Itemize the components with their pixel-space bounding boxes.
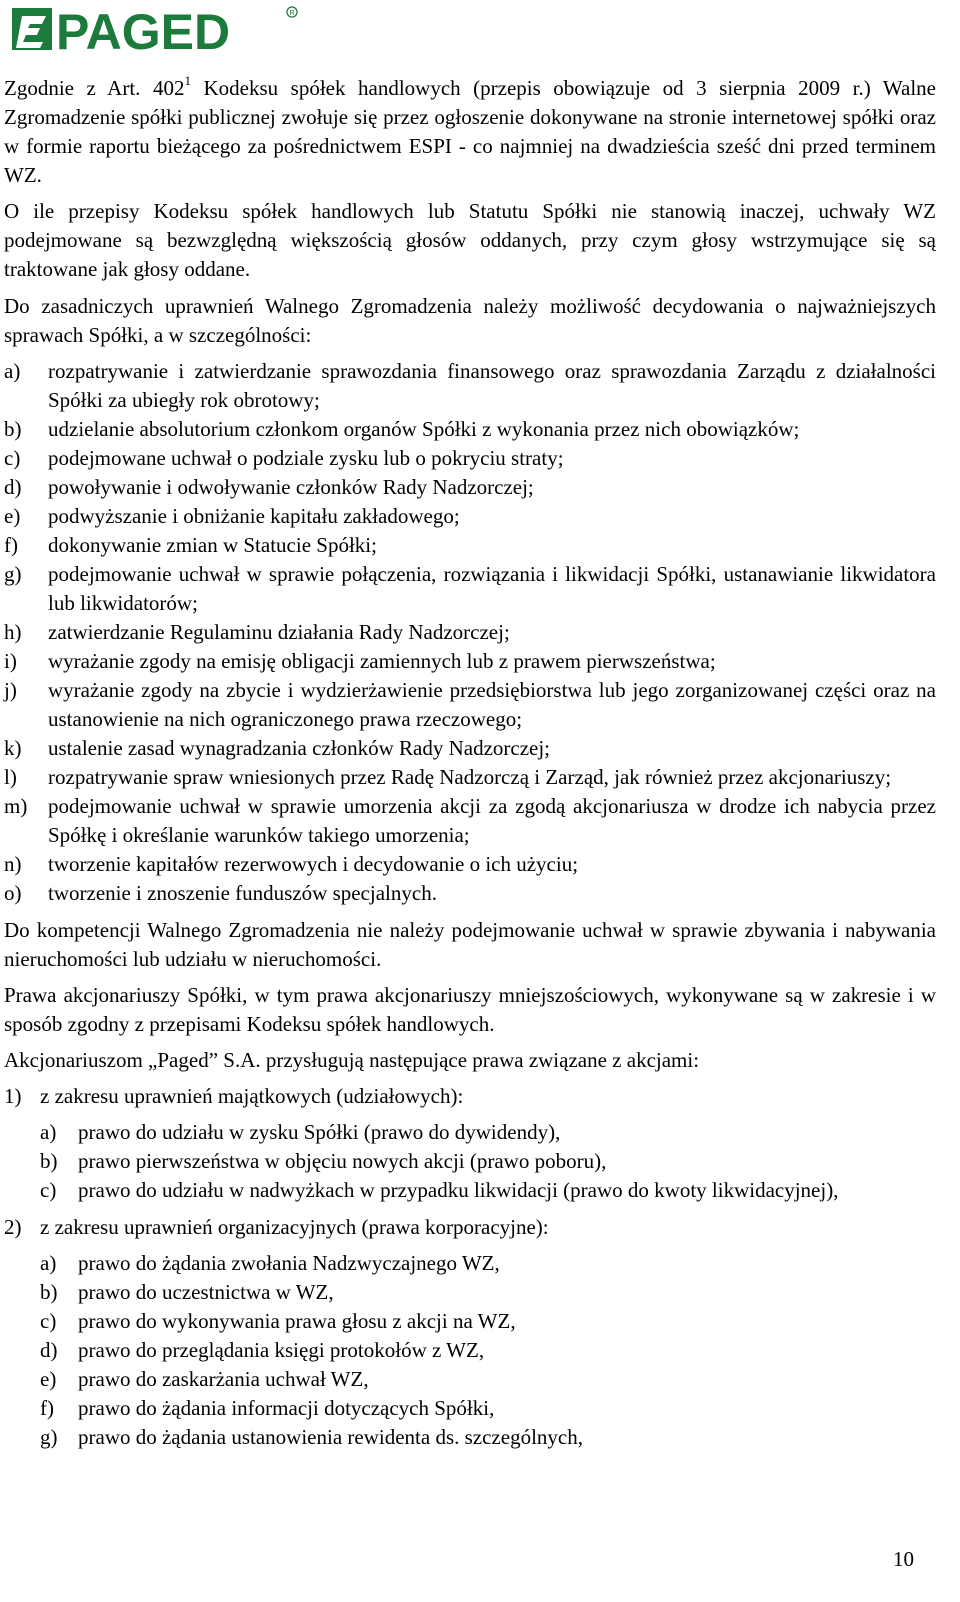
list-marker: g)	[40, 1425, 58, 1449]
list-item-text: udzielanie absolutorium członkom organów Spółki z wykonania przez nich obowiązków;	[48, 417, 800, 441]
list-item-text: tworzenie kapitałów rezerwowych i decydowanie o ich użyciu;	[48, 852, 579, 876]
list-item	[40, 1336, 936, 1365]
list-item-text: rozpatrywanie i zatwierdzanie sprawozdania finansowego oraz sprawozdania Zarządu z działalności Spółki za ubiegły rok obrotowy;	[48, 359, 936, 412]
list-item	[40, 1307, 936, 1336]
list-item-text: podejmowanie uchwał w sprawie połączenia, rozwiązania i likwidacji Spółki, ustanawianie likwidatora lub likwidatorów;	[48, 562, 936, 615]
list-item	[4, 357, 936, 415]
list-item-text: prawo do udziału w nadwyżkach w przypadku likwidacji (prawo do kwoty likwidacyjnej),	[78, 1178, 839, 1202]
rights-group-heading	[4, 1213, 936, 1242]
list-marker: a)	[40, 1120, 57, 1144]
list-item	[4, 647, 936, 676]
list-item	[4, 792, 936, 850]
list-marker: j)	[4, 678, 17, 702]
list-item-text: rozpatrywanie spraw wniesionych przez Radę Nadzorczą i Zarząd, jak również przez akcjonariuszy;	[48, 765, 892, 789]
list-item-text: prawo pierwszeństwa w objęciu nowych akcji (prawo poboru),	[78, 1149, 607, 1173]
list-marker: c)	[4, 446, 21, 470]
rights-intro-paragraph: Akcjonariuszom „Paged” S.A. przysługują następujące prawa związane z akcjami:	[4, 1048, 700, 1072]
list-marker: i)	[4, 649, 17, 673]
list-item-text: prawo do udziału w zysku Spółki (prawo do dywidendy),	[78, 1120, 561, 1144]
list-item-text: prawo do żądania zwołania Nadzwyczajnego WZ,	[78, 1251, 500, 1275]
list-marker: h)	[4, 620, 22, 644]
list-marker: k)	[4, 736, 22, 760]
list-item	[40, 1249, 936, 1278]
list-item	[4, 531, 936, 560]
list-marker: n)	[4, 852, 22, 876]
list-item-text: prawo do uczestnictwa w WZ,	[78, 1280, 334, 1304]
majority-paragraph: O ile przepisy Kodeksu spółek handlowych lub Statutu Spółki nie stanowią inaczej, uchwały WZ podejmowane są bezwzględną większością głosów oddanych, przy czym głosy wstrzymujące się są traktowane jak głosy oddane.	[4, 199, 936, 281]
list-marker: c)	[40, 1309, 57, 1333]
list-item-text: tworzenie i znoszenie funduszów specjalnych.	[48, 881, 437, 905]
list-item-text: wyrażanie zgody na zbycie i wydzierżawienie przedsiębiorstwa lub jego zorganizowanej części oraz na ustanowienie na nich ograniczonego prawa rzeczowego;	[48, 678, 936, 731]
list-item	[4, 618, 936, 647]
list-item	[4, 676, 936, 734]
rights-group-title: z zakresu uprawnień majątkowych (udziałowych):	[40, 1084, 464, 1108]
list-item	[40, 1118, 936, 1147]
list-marker: m)	[4, 794, 28, 818]
list-item	[4, 850, 936, 879]
list-item-text: powoływanie i odwoływanie członków Rady Nadzorczej;	[48, 475, 534, 499]
list-item	[40, 1176, 936, 1205]
list-item-text: zatwierdzanie Regulaminu działania Rady Nadzorczej;	[48, 620, 510, 644]
list-item-text: prawo do żądania informacji dotyczących Spółki,	[78, 1396, 495, 1420]
list-item	[4, 415, 936, 444]
list-marker: d)	[4, 475, 22, 499]
list-marker: f)	[4, 533, 18, 557]
list-item	[4, 560, 936, 618]
list-marker: g)	[4, 562, 22, 586]
list-item	[4, 473, 936, 502]
list-marker: a)	[4, 359, 21, 383]
list-item	[40, 1423, 936, 1452]
rights-group-heading	[4, 1082, 936, 1111]
rights-sublist	[40, 1249, 936, 1452]
list-item	[40, 1147, 936, 1176]
svg-text:R: R	[289, 10, 295, 17]
rights-exercised-paragraph: Prawa akcjonariuszy Spółki, w tym prawa akcjonariuszy mniejszościowych, wykonywane są w zakresie i w sposób zgodny z przepisami Kodeksu spółek handlowych.	[4, 983, 936, 1036]
list-item-text: podejmowanie uchwał w sprawie umorzenia akcji za zgodą akcjonariusza w drodze ich nabycia przez Spółkę i określanie warunków takiego umorzenia;	[48, 794, 936, 847]
powers-list	[4, 357, 936, 908]
list-item	[40, 1278, 936, 1307]
rights-group	[4, 1082, 936, 1111]
list-marker: b)	[40, 1280, 58, 1304]
list-marker: l)	[4, 765, 17, 789]
list-item-text: ustalenie zasad wynagradzania członków Rady Nadzorczej;	[48, 736, 551, 760]
powers-intro-paragraph: Do zasadniczych uprawnień Walnego Zgromadzenia należy możliwość decydowania o najważniejszych sprawach Spółki, a w szczególności:	[4, 294, 936, 347]
list-marker: b)	[4, 417, 22, 441]
document-body	[4, 74, 936, 1460]
intro-paragraph: Zgodnie z Art. $402^1$ Kodeksu spółek handlowych (przepis obowiązuje od 3 sierpnia 2009 r.) Walne Zgromadzenie spółki publicznej zwołuje się przez ogłoszenie dokonywane na stronie internetowej spółki oraz w formie raportu bieżącego za pośrednictwem ESPI - co najmniej na dwadzieścia sześć dni przed terminem WZ.	[4, 73, 936, 187]
list-marker: b)	[40, 1149, 58, 1173]
rights-group-title: z zakresu uprawnień organizacyjnych (prawa korporacyjne):	[40, 1215, 549, 1239]
logo-wordmark: PAGED	[56, 4, 231, 54]
rights-groups	[4, 1082, 936, 1452]
list-item-text: wyrażanie zgody na emisję obligacji zamiennych lub z prawem pierwszeństwa;	[48, 649, 716, 673]
list-marker: 2)	[4, 1215, 22, 1239]
list-marker: e)	[4, 504, 21, 528]
list-item	[4, 763, 936, 792]
list-item	[4, 879, 936, 908]
list-item-text: podwyższanie i obniżanie kapitału zakładowego;	[48, 504, 460, 528]
list-item-text: prawo do zaskarżania uchwał WZ,	[78, 1367, 369, 1391]
list-item-text: prawo do przeglądania księgi protokołów z WZ,	[78, 1338, 485, 1362]
paged-logo	[12, 4, 312, 54]
list-item	[40, 1394, 936, 1423]
list-item-text: dokonywanie zmian w Statucie Spółki;	[48, 533, 377, 557]
page-number: 10	[893, 1547, 914, 1571]
list-marker: f)	[40, 1396, 54, 1420]
list-marker: d)	[40, 1338, 58, 1362]
rights-sublist	[40, 1118, 936, 1205]
list-item-text: podejmowane uchwał o podziale zysku lub o pokryciu straty;	[48, 446, 564, 470]
list-marker: o)	[4, 881, 22, 905]
list-item	[4, 444, 936, 473]
superscript: 1	[184, 73, 191, 88]
list-marker: a)	[40, 1251, 57, 1275]
list-item	[4, 734, 936, 763]
real-estate-paragraph: Do kompetencji Walnego Zgromadzenia nie należy podejmowanie uchwał w sprawie zbywania i nabywania nieruchomości lub udziału w nieruchomości.	[4, 918, 936, 971]
rights-group	[4, 1213, 936, 1242]
list-marker: 1)	[4, 1084, 22, 1108]
list-item	[40, 1365, 936, 1394]
list-item-text: prawo do żądania ustanowienia rewidenta ds. szczególnych,	[78, 1425, 583, 1449]
list-marker: e)	[40, 1367, 57, 1391]
list-item-text: prawo do wykonywania prawa głosu z akcji na WZ,	[78, 1309, 516, 1333]
list-item	[4, 502, 936, 531]
list-marker: c)	[40, 1178, 57, 1202]
